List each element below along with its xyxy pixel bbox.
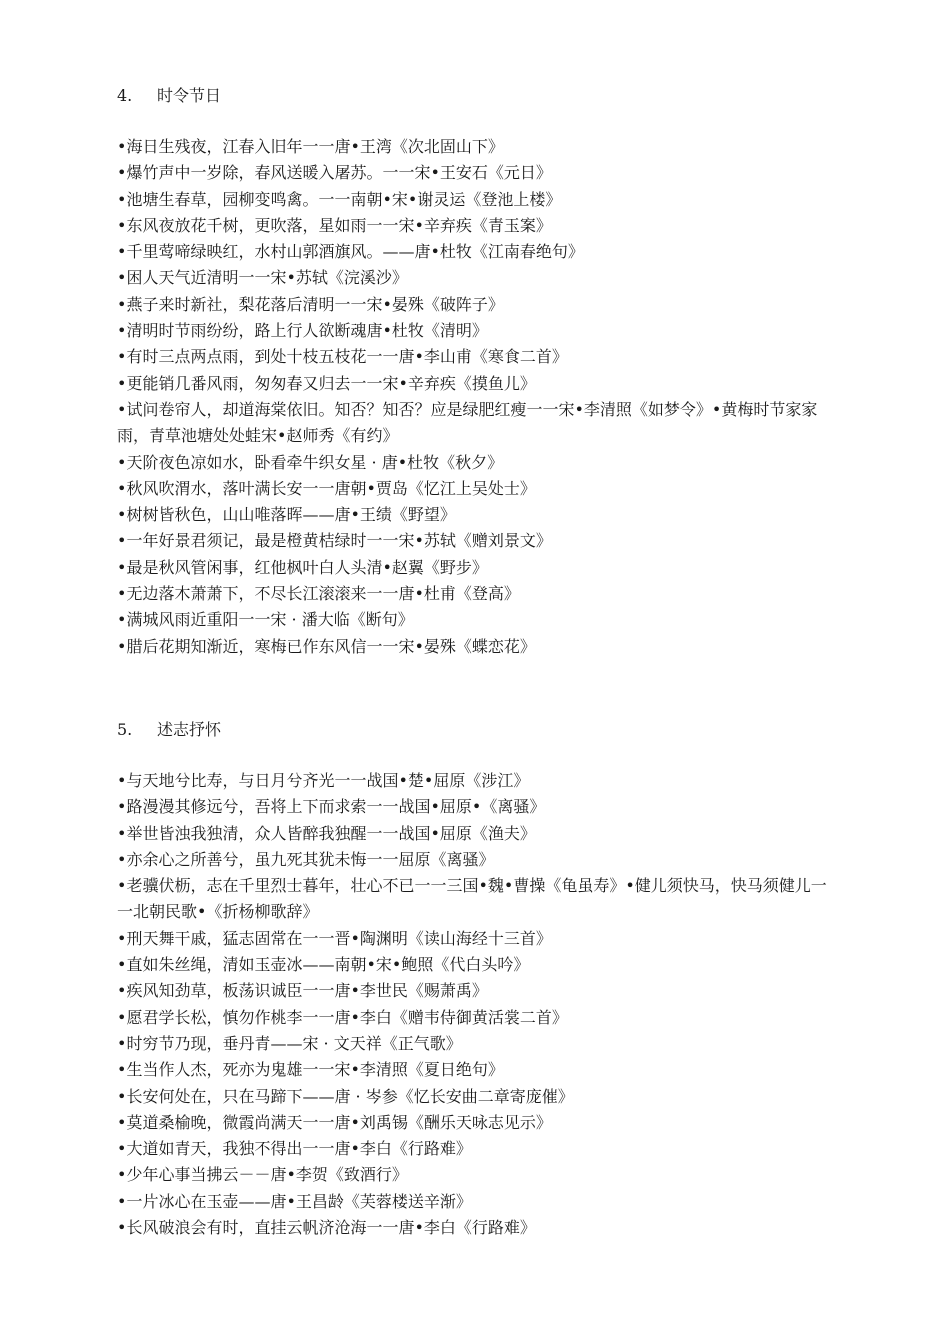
quote-item: •天阶夜色凉如水，卧看牵牛织女星 · 唐•杜牧《秋夕》 (117, 452, 504, 472)
section-number: 4. (117, 86, 133, 105)
quote-item: •老骥伏枥，志在千里烈士暮年，壮心不已一一三国•魏•曹操《龟虽寿》•健儿须快马，快马须健儿一一北朝民歌•《折杨柳歌辞》 (117, 876, 827, 922)
quote-item: •海日生残夜，江春入旧年一一唐•王湾《次北固山下》 (117, 137, 504, 156)
quote-item: •举世皆浊我独清，众人皆醉我独醒一一战国•屈原《渔夫》 (117, 823, 536, 843)
quote-item: •生当作人杰，死亦为鬼雄一一宋•李清照《夏日绝句》 (117, 1060, 504, 1080)
quote-item: •少年心事当拂云－－唐•李贺《致酒行》 (117, 1165, 408, 1185)
section-aspirations (117, 718, 827, 1241)
quote-item: •一年好景君须记，最是橙黄桔绿时一一宋•苏轼《赠刘景文》 (117, 531, 552, 551)
quote-item: •愿君学长松，慎勿作桃李一一唐•李白《赠韦侍御黄活裳二首》 (117, 1007, 568, 1027)
quote-item: •满城风雨近重阳一一宋 · 潘大临《断句》 (117, 610, 414, 630)
quote-item: •清明时节雨纷纷，路上行人欲断魂唐•杜牧《清明》 (117, 321, 488, 341)
quote-item: •疾风知劲草，板荡识诚臣一一唐•李世民《赐萧禹》 (117, 981, 488, 1001)
quote-item: •无边落木萧萧下，不尽长江滚滚来一一唐•杜甫《登高》 (117, 584, 520, 604)
section-seasonal-festivals (117, 84, 827, 660)
quote-item: •秋风吹渭水，落叶满长安一一唐朝•贾岛《忆江上吴处士》 (117, 478, 536, 498)
quote-item: •大道如青天，我独不得出一一唐•李白《行路难》 (117, 1139, 472, 1159)
quote-item: •更能销几番风雨，匆匆春又归去一一宋•辛弃疾《摸鱼儿》 (117, 373, 536, 393)
section-title: 述志抒怀 (157, 720, 222, 739)
quote-item: •有时三点两点雨，到处十枝五枝花一一唐•李山甫《寒食二首》 (117, 347, 568, 367)
quote-item: •长安何处在，只在马蹄下——唐 · 岑参《忆长安曲二章寄庞催》 (117, 1086, 574, 1106)
quote-item: •东风夜放花千树，更吹落，星如雨一一宋•辛弃疾《青玉案》 (117, 215, 552, 235)
quote-list (117, 768, 827, 1241)
quote-item: •路漫漫其修远兮，吾将上下而求索一一战国•屈原•《离骚》 (117, 797, 546, 817)
quote-item: •与天地兮比寿，与日月兮齐光一一战国•楚•屈原《涉江》 (117, 771, 530, 790)
quote-item: •长风破浪会有时，直挂云帆济沧海一一唐•李白《行路难》 (117, 1218, 536, 1238)
quote-item: •亦余心之所善兮，虽九死其犹未悔一一屈原《离骚》 (117, 849, 495, 869)
section-title: 时令节日 (157, 86, 222, 105)
quote-item: •千里莺啼绿映红，水村山郭酒旗风。——唐•杜牧《江南春绝句》 (117, 242, 584, 262)
quote-item: •燕子来时新社，梨花落后清明一一宋•晏殊《破阵子》 (117, 294, 504, 314)
quote-item: •刑天舞干戚，猛志固常在一一晋•陶渊明《读山海经十三首》 (117, 928, 552, 948)
quote-list (117, 134, 827, 660)
quote-item: •最是秋风管闲事，红他枫叶白人头清•赵翼《野步》 (117, 557, 488, 577)
quote-item: •腊后花期知渐近，寒梅已作东风信一一宋•晏殊《蝶恋花》 (117, 636, 536, 656)
section-number: 5. (117, 720, 133, 739)
quote-item: •时穷节乃现，垂丹青——宋 · 文天祥《正气歌》 (117, 1033, 462, 1053)
quote-item: •池塘生春草，园柳变鸣禽。一一南朝•宋•谢灵运《登池上楼》 (117, 189, 562, 209)
section-heading (117, 718, 827, 742)
quote-item: •直如朱丝绳，清如玉壶冰——南朝•宋•鲍照《代白头吟》 (117, 955, 530, 975)
section-heading (117, 84, 827, 108)
quote-item: •树树皆秋色，山山唯落晖——唐•王绩《野望》 (117, 505, 456, 525)
quote-item: •困人天气近清明一一宋•苏轼《浣溪沙》 (117, 268, 408, 288)
quote-item: •试问卷帘人，却道海棠依旧。知否？知否？应是绿肥红瘦一一宋•李清照《如梦令》•黄梅时节家家雨，青草池塘处处蛙宋•赵师秀《有约》 (117, 399, 818, 446)
quote-item: •爆竹声中一岁除，春风送暖入屠苏。一一宋•王安石《元日》 (117, 163, 552, 183)
quote-item: •一片冰心在玉壶——唐•王昌龄《芙蓉楼送辛渐》 (117, 1191, 472, 1211)
quote-item: •莫道桑榆晚，微霞尚满天一一唐•刘禹锡《酬乐天咏志见示》 (117, 1112, 552, 1132)
